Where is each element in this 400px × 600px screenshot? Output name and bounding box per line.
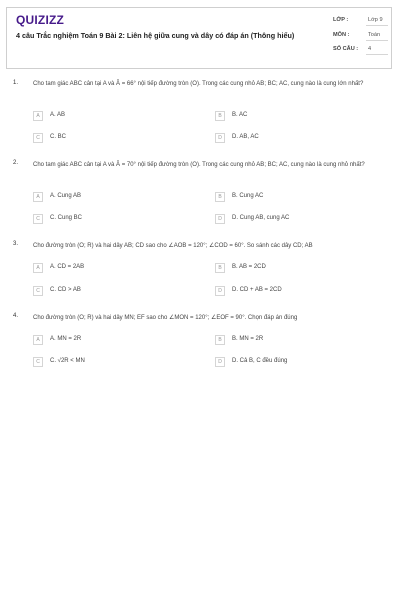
meta-label-count: SỐ CÂU : <box>333 46 359 52</box>
option-text: D. AB, AC <box>232 134 259 140</box>
option-letter-box: D <box>215 286 225 296</box>
option-text: B. MN = 2R <box>232 336 264 342</box>
option-letter-box: B <box>215 192 225 202</box>
option-text: C. √2R < MN <box>50 358 85 364</box>
option-letter-box: B <box>215 335 225 345</box>
option-text: D. CD + AB = 2CD <box>232 287 282 293</box>
option-letter-box: C <box>33 214 43 224</box>
option-text: B. AB = 2CD <box>232 264 266 270</box>
meta-value-class: Lớp 9 <box>368 17 383 23</box>
option-letter-box: D <box>215 214 225 224</box>
option-text: D. Cung AB, cung AC <box>232 215 290 221</box>
option-letter-box: D <box>215 357 225 367</box>
option-text: C. CD > AB <box>50 287 81 293</box>
worksheet-title: 4 câu Trắc nghiệm Toán 9 Bài 2: Liên hệ giữa cung và dây có đáp án (Thông hiểu) <box>16 31 295 40</box>
question-number: 1. <box>13 80 19 86</box>
question-number: 3. <box>13 241 19 247</box>
meta-value-count: 4 <box>368 46 372 52</box>
question-number: 4. <box>13 313 19 319</box>
meta-value-subject: Toán <box>368 32 381 38</box>
option-text: B. Cung AC <box>232 193 264 199</box>
option-letter-box: B <box>215 263 225 273</box>
option-text: A. AB <box>50 112 66 118</box>
option-letter-box: A <box>33 263 43 273</box>
option-text: A. Cung AB <box>50 193 82 199</box>
option-letter-box: C <box>33 133 43 143</box>
option-text: A. CD = 2AB <box>50 264 85 270</box>
option-text: C. BC <box>50 134 67 140</box>
meta-label-subject: MÔN : <box>333 32 350 38</box>
option-text: B. AC <box>232 112 248 118</box>
option-letter-box: C <box>33 357 43 367</box>
option-letter-box: B <box>215 111 225 121</box>
option-letter-box: A <box>33 111 43 121</box>
question-text: Cho đường tròn (O; R) và hai dây MN; EF sao cho ∠MON = 120°; ∠EOF = 90°. Chọn đáp án đúng <box>33 315 298 321</box>
option-letter-box: A <box>33 335 43 345</box>
question-text: Cho tam giác ABC cân tại A và Â = 66° nội tiếp đường tròn (O). Trong các cung nhỏ AB; BC; AC, cung nào là cung lớn nhất? <box>33 81 364 87</box>
option-text: D. Cả B, C đều đúng <box>232 358 288 364</box>
question-number: 2. <box>13 160 19 166</box>
option-letter-box: D <box>215 133 225 143</box>
option-text: C. Cung BC <box>50 215 83 221</box>
meta-label-class: LỚP : <box>333 17 349 23</box>
option-letter-box: C <box>33 286 43 296</box>
option-letter-box: A <box>33 192 43 202</box>
question-text: Cho tam giác ABC cân tại A và Â = 70° nội tiếp đường tròn (O). Trong các cung nhỏ AB; BC; AC, cung nào là cung nhỏ nhất? <box>33 162 365 168</box>
meta-underline <box>366 54 388 55</box>
option-text: A. MN = 2R <box>50 336 82 342</box>
quizizz-logo: QUIZIZZ <box>16 13 65 27</box>
meta-underline <box>366 25 388 26</box>
meta-underline <box>366 40 388 41</box>
question-text: Cho đường tròn (O; R) và hai dây AB; CD sao cho ∠AOB = 120°; ∠COD = 60°. So sánh các dây CD; AB <box>33 243 313 249</box>
